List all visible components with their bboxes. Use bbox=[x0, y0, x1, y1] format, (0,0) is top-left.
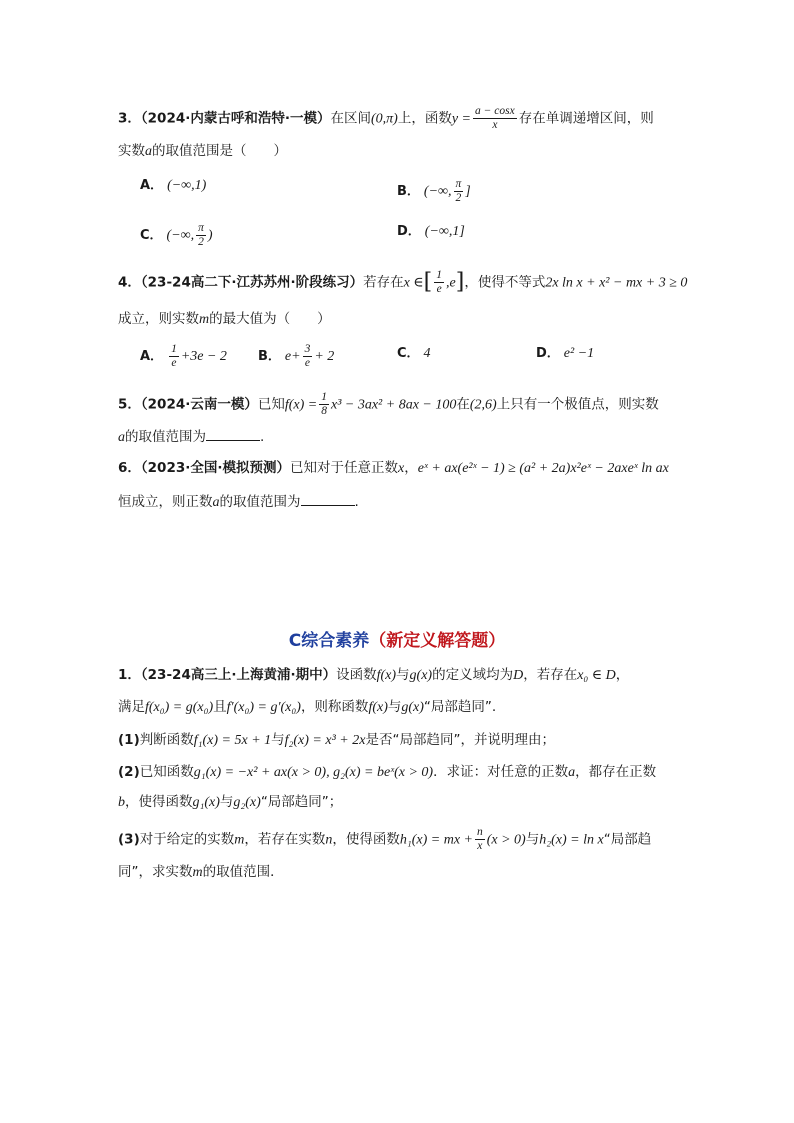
question-text: 上，函数 bbox=[397, 110, 452, 127]
question-number: 5． bbox=[118, 396, 141, 413]
q3-option-a[interactable] bbox=[140, 176, 206, 196]
section-title-main: C综合素养 bbox=[288, 631, 370, 651]
p1-subq2-cont bbox=[118, 792, 342, 813]
option-text: (−∞, bbox=[423, 184, 452, 199]
option-text: ] bbox=[465, 184, 471, 199]
fraction-numerator: 1 bbox=[321, 391, 327, 403]
math-interval: (0,π) bbox=[371, 111, 398, 127]
question-source: （2023·全国·模拟预测） bbox=[140, 460, 290, 476]
math-expression: x³ − 3ax² + 8ax − 100 bbox=[330, 397, 457, 413]
q6-line1 bbox=[118, 458, 669, 479]
math-var: m bbox=[234, 832, 245, 848]
math-fraction bbox=[454, 178, 464, 205]
question-text: 上只有一个极值点，则实数 bbox=[496, 396, 659, 413]
math-fraction bbox=[169, 343, 179, 370]
option-letter: D． bbox=[536, 346, 560, 361]
question-number: 3． bbox=[118, 110, 141, 127]
math-var: m bbox=[192, 865, 203, 880]
fraction-denominator: e bbox=[171, 357, 177, 369]
fraction-numerator: π bbox=[198, 222, 204, 234]
p1-subq3 bbox=[118, 826, 651, 853]
question-number: 4． bbox=[118, 274, 141, 291]
question-text: ，都存在正数 bbox=[575, 764, 657, 780]
question-text: ．求证：对任意的正数 bbox=[433, 764, 569, 780]
answer-blank[interactable] bbox=[301, 493, 355, 506]
math-text: h₂(x) = ln x bbox=[539, 832, 604, 848]
question-text: 满足 bbox=[118, 699, 145, 715]
question-text: 的取值范围为 bbox=[125, 429, 206, 445]
q5-line2 bbox=[118, 427, 264, 448]
option-letter: A． bbox=[140, 178, 164, 193]
q4-option-a[interactable] bbox=[140, 343, 227, 370]
question-text: 实数 bbox=[118, 143, 145, 159]
option-letter: B． bbox=[258, 349, 281, 364]
question-text: 同”，求实数 bbox=[118, 864, 193, 880]
question-text: “局部趋同”； bbox=[260, 794, 343, 810]
math-var: a bbox=[145, 144, 152, 159]
p1-line2 bbox=[118, 697, 496, 718]
math-func-lhs: f(x) = bbox=[284, 397, 318, 413]
fraction-denominator: x bbox=[492, 119, 498, 131]
question-source: （23-24高三上·上海黄浦·期中） bbox=[140, 667, 337, 683]
q3-option-b[interactable] bbox=[397, 178, 471, 205]
math-var: m bbox=[199, 312, 210, 327]
math-text: g₂(x) bbox=[233, 795, 261, 810]
math-text: (x > 0) bbox=[486, 832, 526, 848]
question-text: 是否“局部趋同”，并说明理由； bbox=[365, 732, 555, 748]
question-text: 的取值范围是（ ） bbox=[152, 143, 287, 159]
question-text: ，使得函数 bbox=[332, 831, 400, 848]
question-text: 设函数 bbox=[336, 667, 377, 683]
math-text: f₁(x) = 5x + 1 bbox=[193, 733, 272, 748]
question-text: 的取值范围． bbox=[202, 864, 284, 880]
question-text: ，使得函数 bbox=[125, 794, 193, 810]
fraction-numerator: 3 bbox=[304, 343, 311, 355]
question-text: 的最大值为（ ） bbox=[209, 311, 331, 327]
q3-option-d[interactable] bbox=[397, 222, 465, 242]
option-letter: C． bbox=[140, 228, 163, 243]
question-number: 1． bbox=[118, 667, 141, 683]
option-letter: C． bbox=[397, 346, 420, 361]
question-text: 的取值范围为 bbox=[219, 494, 301, 510]
question-source: （2024·云南一模） bbox=[140, 396, 258, 413]
fraction-numerator: 1 bbox=[171, 343, 177, 355]
math-text: h₁(x) = mx + bbox=[399, 832, 473, 848]
option-text: ) bbox=[207, 228, 213, 243]
question-text: “局部趋同”. bbox=[423, 699, 497, 715]
q5-line1 bbox=[118, 391, 659, 418]
question-text: ，若存在 bbox=[523, 667, 578, 683]
question-text: 在 bbox=[456, 396, 470, 413]
math-text: f(x) bbox=[376, 668, 397, 683]
fraction-numerator: π bbox=[455, 178, 462, 190]
question-text: 判断函数 bbox=[139, 732, 194, 748]
math-fraction bbox=[473, 105, 517, 132]
math-fraction bbox=[319, 391, 329, 418]
q4-option-b[interactable] bbox=[258, 343, 334, 370]
question-text: . bbox=[260, 429, 265, 445]
q4-option-d[interactable] bbox=[536, 344, 594, 364]
math-text: f(x₀) = g(x₀) bbox=[145, 700, 214, 715]
question-text: ， bbox=[615, 667, 630, 683]
math-var: x bbox=[398, 461, 405, 476]
question-text: ， bbox=[404, 460, 418, 476]
fraction-denominator: 8 bbox=[321, 405, 327, 417]
option-text: (−∞, bbox=[166, 228, 195, 243]
question-text: 与 bbox=[396, 667, 410, 683]
math-text: f′(x₀) = g′(x₀) bbox=[226, 700, 301, 715]
math-var: a bbox=[118, 430, 125, 445]
question-text: 已知 bbox=[257, 396, 285, 413]
answer-blank[interactable] bbox=[206, 428, 260, 441]
question-text: 存在单调递增区间，则 bbox=[518, 110, 654, 127]
option-text: (−∞,1] bbox=[424, 224, 465, 239]
question-text: 的定义域均为 bbox=[432, 667, 514, 683]
option-text: 4 bbox=[423, 346, 431, 361]
q3-option-c[interactable] bbox=[140, 222, 213, 249]
question-text: 与 bbox=[219, 794, 234, 810]
q3-line1 bbox=[118, 105, 654, 132]
section-title-sub: （新定义解答题） bbox=[369, 631, 506, 651]
question-text: 成立，则实数 bbox=[118, 311, 199, 327]
question-text: ，则称函数 bbox=[300, 699, 369, 715]
question-text: 若存在 bbox=[363, 274, 404, 291]
math-text: g(x) bbox=[409, 668, 433, 683]
math-bracket: [ bbox=[423, 269, 433, 295]
option-letter: B． bbox=[397, 184, 420, 199]
fraction-denominator: x bbox=[477, 840, 483, 852]
question-source: （2024·内蒙古呼和浩特·一模） bbox=[140, 110, 331, 127]
question-text: . bbox=[354, 494, 359, 510]
fraction-numerator: a − cosx bbox=[475, 105, 515, 117]
question-text: 已知对于任意正数 bbox=[290, 460, 398, 476]
question-text: ，使得不等式 bbox=[464, 274, 546, 291]
math-var: n bbox=[325, 832, 333, 848]
option-text: (−∞,1) bbox=[167, 178, 207, 193]
p1-subq3-cont bbox=[118, 862, 284, 883]
math-bracket: ] bbox=[455, 269, 465, 295]
fraction-denominator: e bbox=[436, 283, 442, 295]
fraction-denominator: e bbox=[304, 357, 311, 369]
fraction-numerator: n bbox=[476, 826, 483, 838]
section-title bbox=[0, 626, 794, 651]
math-text: g₁(x) = −x² + ax(x > 0), g₂(x) = beˣ(x > 0) bbox=[193, 765, 434, 780]
math-text: x₀ ∈ D bbox=[577, 668, 616, 683]
math-fraction bbox=[434, 269, 444, 296]
math-text: g(x) bbox=[401, 700, 424, 715]
question-source: （23-24高二下·江苏苏州·阶段练习） bbox=[140, 274, 364, 291]
subquestion-label: (2) bbox=[118, 764, 140, 780]
question-text: 与 bbox=[387, 699, 402, 715]
question-text: 在区间 bbox=[330, 110, 371, 127]
p1-line1 bbox=[118, 665, 629, 686]
subquestion-label: (3) bbox=[118, 831, 140, 848]
math-text: D bbox=[513, 668, 524, 683]
option-text: e² −1 bbox=[563, 346, 595, 361]
option-text: + 2 bbox=[314, 349, 335, 364]
option-letter: A． bbox=[140, 349, 164, 364]
math-text: g₁(x) bbox=[192, 795, 220, 810]
question-text: 对于给定的实数 bbox=[139, 831, 235, 848]
question-text: 且 bbox=[213, 699, 227, 715]
question-text: 与 bbox=[525, 831, 540, 848]
option-text: e+ bbox=[284, 349, 301, 364]
math-text: ,e bbox=[446, 275, 456, 291]
q3-line2 bbox=[118, 141, 287, 162]
option-letter: D． bbox=[397, 224, 421, 239]
p1-subq1 bbox=[118, 730, 555, 751]
q4-option-c[interactable] bbox=[397, 344, 431, 364]
math-fraction bbox=[303, 343, 313, 370]
q4-line2 bbox=[118, 309, 331, 330]
question-text: ，若存在实数 bbox=[244, 831, 326, 848]
q6-line2 bbox=[118, 492, 359, 513]
math-interval: (2,6) bbox=[469, 397, 497, 413]
math-fraction bbox=[475, 826, 485, 853]
subquestion-label: (1) bbox=[118, 732, 140, 748]
question-text: 与 bbox=[271, 732, 285, 748]
question-text: 恒成立，则正数 bbox=[118, 494, 213, 510]
fraction-denominator: 2 bbox=[198, 236, 204, 248]
math-fraction bbox=[196, 222, 206, 249]
math-inequality: eˣ + ax(e²ˣ − 1) ≥ (a² + 2a)x²eˣ − 2axeˣ ln ax bbox=[417, 461, 669, 476]
question-text: 已知函数 bbox=[139, 764, 194, 780]
math-var: b bbox=[118, 795, 125, 810]
question-text: “局部趋 bbox=[603, 831, 652, 848]
math-var: a bbox=[568, 765, 576, 780]
fraction-denominator: 2 bbox=[455, 192, 462, 204]
fraction-numerator: 1 bbox=[436, 269, 443, 281]
math-text: f(x) bbox=[368, 700, 388, 715]
option-text: +3e − 2 bbox=[180, 349, 227, 364]
math-var: a bbox=[212, 495, 220, 510]
q4-line1 bbox=[118, 269, 687, 296]
math-text: x ∈ bbox=[403, 275, 424, 291]
math-text: f₂(x) = x³ + 2x bbox=[284, 733, 366, 748]
math-func-lhs: y = bbox=[451, 111, 472, 127]
question-number: 6． bbox=[118, 460, 141, 476]
math-inequality: 2x ln x + x² − mx + 3 ≥ 0 bbox=[545, 275, 688, 291]
p1-subq2 bbox=[118, 762, 656, 783]
